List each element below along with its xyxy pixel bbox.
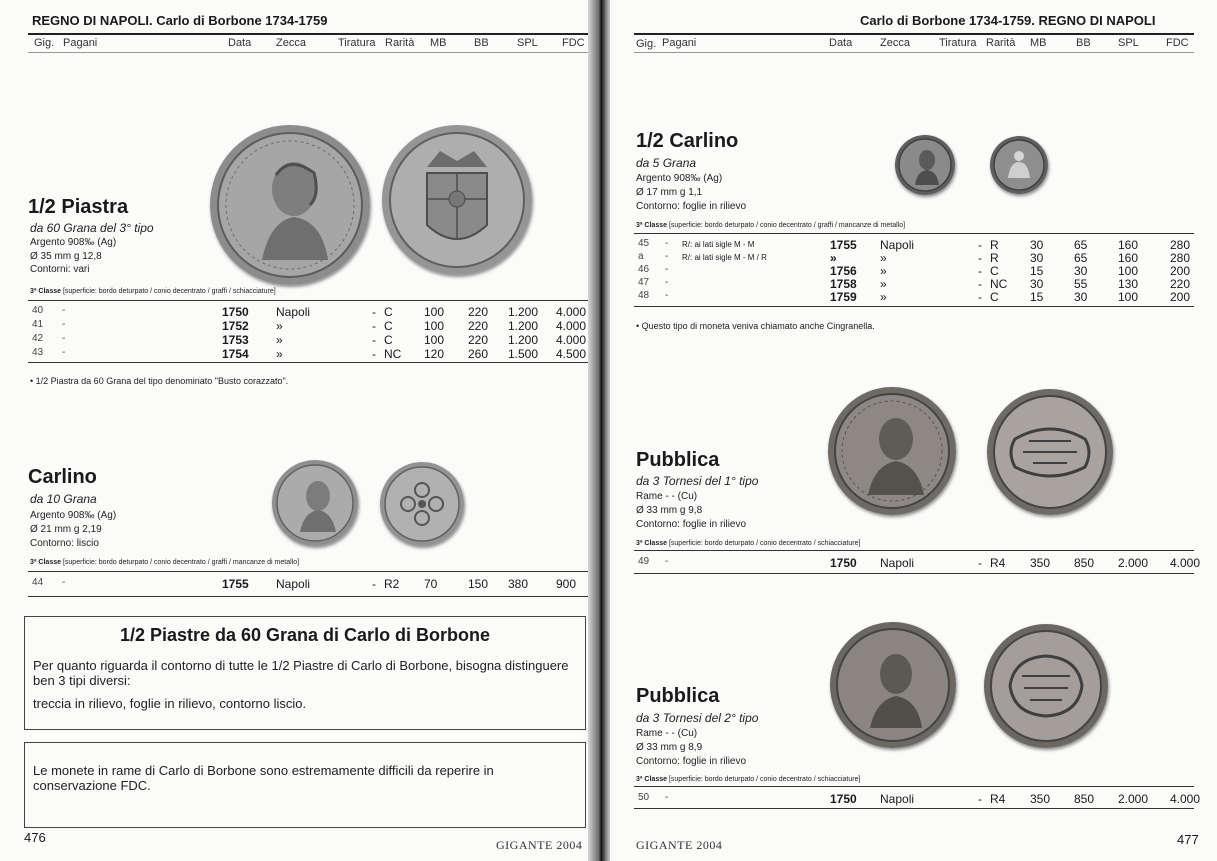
- table-row: [0, 577, 592, 590]
- cell-spl: 1.200: [508, 333, 539, 347]
- cell-fdc: 4.000: [556, 305, 587, 319]
- cell-tir: -: [978, 264, 982, 278]
- cell-year: 1756: [830, 264, 857, 278]
- col-fdc: FDC: [1166, 37, 1189, 49]
- edge-pubblica-1: Contorno: foglie in rilievo: [636, 519, 747, 530]
- note-half-carlino: • Questo tipo di moneta veniva chiamato anche Cingranella.: [636, 321, 875, 331]
- cell-bb: 150: [468, 577, 489, 591]
- col-rarita: Rarità: [385, 37, 415, 49]
- bust-icon: [828, 387, 956, 515]
- coin-obverse-half-carlino: [895, 135, 955, 195]
- wreath-inscription-icon: [987, 389, 1113, 515]
- cell-gig: 49: [638, 556, 650, 567]
- col-fdc: FDC: [562, 37, 585, 49]
- cell-pagani: -: [665, 251, 669, 262]
- table-row: [0, 333, 592, 346]
- cell-mb: 100: [424, 333, 445, 347]
- cell-bb: 55: [1074, 277, 1088, 291]
- cell-year: 1758: [830, 277, 857, 291]
- cell-gig: 44: [32, 577, 44, 588]
- cell-mb: 15: [1030, 290, 1044, 304]
- info-box-text: Per quanto riguarda il contorno di tutte le 1/2 Piastre di Carlo di Borbone, bisogna distinguere ben 3 tipi diversi:: [33, 658, 569, 688]
- cell-spl: 380: [508, 577, 529, 591]
- header-rule-bottom: [28, 52, 592, 53]
- cell-bb: 850: [1074, 792, 1095, 806]
- cell-rarity: C: [990, 290, 999, 304]
- edge-half-piastra: Contorni: vari: [30, 264, 90, 275]
- cell-tir: -: [978, 251, 982, 265]
- cell-mint: »: [880, 277, 887, 291]
- cell-mint: Napoli: [880, 556, 915, 570]
- cell-mb: 350: [1030, 556, 1051, 570]
- note-half-piastra: • 1/2 Piastra da 60 Grana del tipo denominato "Busto corazzato".: [30, 376, 289, 386]
- subtitle-pubblica-1: da 3 Tornesi del 1° tipo: [636, 474, 759, 488]
- metal-half-carlino: Argento 908‰ (Ag): [636, 173, 723, 184]
- cell-year: 1750: [830, 556, 857, 570]
- cell-year: 1750: [830, 792, 857, 806]
- cell-tir: -: [978, 792, 982, 806]
- class-note: [superficie: bordo deturpato / conio decentrato / graffi / mancanze di metallo]: [62, 559, 300, 566]
- col-mb: MB: [1030, 37, 1047, 49]
- class-line-half-piastra: [30, 288, 276, 295]
- table-row: [610, 792, 1217, 805]
- info-box-half-piastre: [24, 616, 586, 730]
- cell-var: R/: ai lati sigle M - M / R: [682, 253, 767, 262]
- cell-rarity: NC: [990, 277, 1008, 291]
- cell-mb: 30: [1030, 251, 1044, 265]
- metal-pubblica-1: Rame - - (Cu): [636, 491, 698, 502]
- cell-spl: 1.500: [508, 347, 539, 361]
- size-pubblica-1: Ø 33 mm g 9,8: [636, 505, 703, 516]
- cell-mint: Napoli: [276, 305, 311, 319]
- cell-fdc: 200: [1170, 290, 1191, 304]
- table-row: [0, 347, 592, 360]
- cell-rarity: R: [990, 251, 999, 265]
- cell-rarity: R2: [384, 577, 400, 591]
- footer-title: GIGANTE 2004: [636, 838, 723, 852]
- cell-pagani: -: [62, 333, 66, 344]
- cell-mint: »: [880, 290, 887, 304]
- col-bb: BB: [474, 37, 489, 49]
- cell-gig: 41: [32, 319, 44, 330]
- cell-fdc: 220: [1170, 277, 1191, 291]
- cell-mint: Napoli: [880, 238, 915, 252]
- cell-spl: 160: [1118, 251, 1139, 265]
- cell-spl: 100: [1118, 290, 1139, 304]
- col-data: Data: [228, 37, 252, 49]
- title-half-piastra: 1/2 Piastra: [28, 196, 129, 218]
- cell-tir: -: [978, 556, 982, 570]
- cell-fdc: 4.000: [1170, 792, 1201, 806]
- cell-spl: 1.200: [508, 305, 539, 319]
- cell-tir: -: [372, 333, 376, 347]
- cell-tir: -: [372, 305, 376, 319]
- size-half-carlino: Ø 17 mm g 1,1: [636, 187, 703, 198]
- coin-reverse-pubblica-1: [987, 389, 1113, 515]
- table-row: [610, 264, 1217, 277]
- cell-spl: 100: [1118, 264, 1139, 278]
- cell-gig: 43: [32, 347, 44, 358]
- table-top-rule: [28, 300, 592, 301]
- cross-flower-icon: [380, 462, 464, 546]
- cell-rarity: R: [990, 238, 999, 252]
- table-bottom-rule: [634, 808, 1194, 809]
- cell-tir: -: [372, 347, 376, 361]
- running-head: Carlo di Borbone 1734-1759. REGNO DI NAPOLI: [860, 13, 1156, 28]
- metal-carlino: Argento 908‰ (Ag): [30, 510, 117, 521]
- col-tiratura: Tiratura: [939, 37, 977, 49]
- table-row: [0, 319, 592, 332]
- title-half-carlino: 1/2 Carlino: [636, 130, 739, 152]
- cell-year: 1750: [222, 305, 249, 319]
- table-bottom-rule: [634, 573, 1194, 574]
- cell-spl: 2.000: [1118, 792, 1149, 806]
- cell-pagani: -: [665, 556, 669, 567]
- col-spl: SPL: [1118, 37, 1139, 49]
- cell-mint: »: [276, 347, 283, 361]
- cell-year: 1752: [222, 319, 249, 333]
- right-page: [610, 0, 1217, 861]
- cell-pagani: -: [62, 347, 66, 358]
- cell-spl: 130: [1118, 277, 1139, 291]
- cell-mb: 350: [1030, 792, 1051, 806]
- bust-icon: [830, 622, 956, 748]
- cell-fdc: 280: [1170, 251, 1191, 265]
- cell-mb: 30: [1030, 277, 1044, 291]
- table-top-rule: [28, 571, 592, 572]
- coin-reverse-half-carlino: [990, 136, 1048, 194]
- coin-reverse-carlino: [380, 462, 464, 546]
- table-top-rule: [634, 550, 1194, 551]
- page-number: 477: [1177, 832, 1199, 847]
- cell-tir: -: [978, 290, 982, 304]
- cell-var: R/: ai lati sigle M - M: [682, 240, 755, 249]
- cell-pagani: -: [665, 290, 669, 301]
- cell-fdc: 4.000: [1170, 556, 1201, 570]
- cell-mb: 100: [424, 305, 445, 319]
- bust-icon: [272, 460, 358, 546]
- table-row: [0, 305, 592, 318]
- col-gig: Gig.: [636, 38, 657, 50]
- class-label: 3ª Classe: [30, 288, 62, 295]
- class-note: [superficie: bordo deturpato / conio decentrato / graffi / mancanze di metallo]: [668, 222, 906, 229]
- cell-gig: 45: [638, 238, 650, 249]
- cell-gig: 48: [638, 290, 650, 301]
- cell-mb: 30: [1030, 238, 1044, 252]
- subtitle-pubblica-2: da 3 Tornesi del 2° tipo: [636, 711, 759, 725]
- bust-icon: [895, 135, 955, 195]
- cell-fdc: 4.000: [556, 333, 587, 347]
- cell-spl: 1.200: [508, 319, 539, 333]
- table-row: [610, 290, 1217, 303]
- wreath-inscription-icon: [984, 624, 1108, 748]
- table-bottom-rule: [28, 362, 592, 363]
- cell-bb: 30: [1074, 290, 1088, 304]
- class-label: 3ª Classe: [636, 540, 668, 547]
- subtitle-carlino: da 10 Grana: [30, 492, 97, 506]
- class-note: [superficie: bordo deturpato / conio decentrato / schiacciature]: [668, 540, 861, 547]
- table-row: [610, 238, 1217, 251]
- edge-half-carlino: Contorno: foglie in rilievo: [636, 201, 747, 212]
- cell-tir: -: [978, 238, 982, 252]
- info-box-title: 1/2 Piastre da 60 Grana di Carlo di Borbone: [119, 625, 491, 645]
- info-box-copper: [24, 742, 586, 828]
- cell-year: 1753: [222, 333, 249, 347]
- cell-rarity: C: [384, 305, 393, 319]
- cell-gig: a: [638, 251, 644, 262]
- cell-pagani: -: [62, 319, 66, 330]
- cell-mint: Napoli: [276, 577, 311, 591]
- table-row: [610, 277, 1217, 290]
- cell-gig: 42: [32, 333, 44, 344]
- cell-bb: 260: [468, 347, 489, 361]
- class-note: [superficie: bordo deturpato / conio decentrato / graffi / schiacciature]: [62, 288, 276, 295]
- col-zecca: Zecca: [276, 37, 306, 49]
- subtitle-half-carlino: da 5 Grana: [636, 156, 697, 170]
- cell-fdc: 280: [1170, 238, 1191, 252]
- cell-year: 1759: [830, 290, 857, 304]
- class-note: [superficie: bordo deturpato / conio decentrato / schiacciature]: [668, 776, 861, 783]
- subtitle-half-piastra: da 60 Grana del 3° tipo: [30, 221, 154, 235]
- table-row: [610, 251, 1217, 264]
- table-bottom-rule: [634, 306, 1194, 307]
- header-rule-bottom: [634, 52, 1194, 53]
- title-carlino: Carlino: [28, 466, 97, 488]
- col-mb: MB: [430, 37, 447, 49]
- table-bottom-rule: [28, 596, 592, 597]
- cell-tir: -: [372, 577, 376, 591]
- edge-carlino: Contorno: liscio: [30, 538, 99, 549]
- cell-spl: 2.000: [1118, 556, 1149, 570]
- running-head: REGNO DI NAPOLI. Carlo di Borbone 1734-1759: [32, 13, 328, 28]
- edge-pubblica-2: Contorno: foglie in rilievo: [636, 756, 747, 767]
- cell-year: »: [830, 251, 837, 265]
- cell-mint: »: [276, 333, 283, 347]
- crowned-shield-icon: [382, 125, 532, 275]
- cell-mint: »: [276, 319, 283, 333]
- cell-tir: -: [372, 319, 376, 333]
- col-pagani: Pagani: [662, 37, 697, 49]
- col-tiratura: Tiratura: [338, 37, 376, 49]
- class-label: 3ª Classe: [30, 559, 62, 566]
- cell-mint: »: [880, 264, 887, 278]
- col-gig: Gig.: [34, 37, 55, 49]
- cell-rarity: R4: [990, 792, 1006, 806]
- table-top-rule: [634, 786, 1194, 787]
- header-rule: [634, 33, 1194, 35]
- cell-fdc: 4.000: [556, 319, 587, 333]
- size-half-piastra: Ø 35 mm g 12,8: [30, 251, 102, 262]
- size-carlino: Ø 21 mm g 2,19: [30, 524, 102, 535]
- table-top-rule: [634, 233, 1194, 234]
- class-line-half-carlino: [636, 222, 905, 229]
- cell-rarity: NC: [384, 347, 402, 361]
- col-rarita: Rarità: [986, 37, 1016, 49]
- cell-pagani: -: [665, 792, 669, 803]
- cell-rarity: C: [990, 264, 999, 278]
- table-row: [610, 556, 1217, 569]
- seated-figure-icon: [990, 136, 1048, 194]
- cell-mb: 15: [1030, 264, 1044, 278]
- page-number: 476: [24, 830, 46, 845]
- cell-year: 1754: [222, 347, 249, 361]
- cell-pagani: -: [665, 264, 669, 275]
- class-line-pubblica-1: [636, 540, 860, 547]
- cell-fdc: 900: [556, 577, 577, 591]
- size-pubblica-2: Ø 33 mm g 8,9: [636, 742, 703, 753]
- cell-bb: 30: [1074, 264, 1088, 278]
- cell-year: 1755: [222, 577, 249, 591]
- book-gutter: [588, 0, 612, 861]
- coin-reverse-half-piastra: [382, 125, 532, 275]
- cell-tir: -: [978, 277, 982, 291]
- cell-pagani: -: [62, 577, 66, 588]
- col-spl: SPL: [517, 37, 538, 49]
- class-line-pubblica-2: [636, 776, 860, 783]
- coin-obverse-half-piastra: [210, 125, 370, 285]
- cell-rarity: R4: [990, 556, 1006, 570]
- title-pubblica-2: Pubblica: [636, 685, 720, 707]
- cell-mb: 100: [424, 319, 445, 333]
- cell-bb: 220: [468, 333, 489, 347]
- col-zecca: Zecca: [880, 37, 910, 49]
- col-pagani: Pagani: [63, 37, 98, 49]
- metal-half-piastra: Argento 908‰ (Ag): [30, 237, 117, 248]
- class-label: 3ª Classe: [636, 222, 668, 229]
- cell-bb: 65: [1074, 251, 1088, 265]
- cell-year: 1755: [830, 238, 857, 252]
- cell-pagani: -: [665, 238, 669, 249]
- cell-pagani: -: [665, 277, 669, 288]
- cell-bb: 220: [468, 319, 489, 333]
- info-box-text-edges: treccia in rilievo, foglie in rilievo, contorno liscio.: [33, 696, 307, 711]
- info-box-text: Le monete in rame di Carlo di Borbone sono estremamente difficili da reperire in conservazione FDC.: [33, 763, 494, 793]
- bust-icon: [210, 125, 370, 285]
- cell-gig: 50: [638, 792, 650, 803]
- coin-obverse-pubblica-1: [828, 387, 956, 515]
- cell-bb: 220: [468, 305, 489, 319]
- cell-mint: »: [880, 251, 887, 265]
- footer-title: GIGANTE 2004: [496, 838, 583, 852]
- cell-spl: 160: [1118, 238, 1139, 252]
- class-label: 3ª Classe: [636, 776, 668, 783]
- cell-pagani: -: [62, 305, 66, 316]
- cell-bb: 850: [1074, 556, 1095, 570]
- left-page: [0, 0, 592, 861]
- cell-gig: 40: [32, 305, 44, 316]
- class-line-carlino: [30, 559, 299, 566]
- cell-gig: 46: [638, 264, 650, 275]
- title-pubblica-1: Pubblica: [636, 449, 720, 471]
- coin-obverse-pubblica-2: [830, 622, 956, 748]
- cell-fdc: 4.500: [556, 347, 587, 361]
- cell-rarity: C: [384, 319, 393, 333]
- coin-reverse-pubblica-2: [984, 624, 1108, 748]
- coin-obverse-carlino: [272, 460, 358, 546]
- col-data: Data: [829, 37, 853, 49]
- col-bb: BB: [1076, 37, 1091, 49]
- cell-mb: 120: [424, 347, 445, 361]
- cell-fdc: 200: [1170, 264, 1191, 278]
- metal-pubblica-2: Rame - - (Cu): [636, 728, 698, 739]
- header-rule: [28, 33, 592, 35]
- cell-bb: 65: [1074, 238, 1088, 252]
- cell-rarity: C: [384, 333, 393, 347]
- cell-mint: Napoli: [880, 792, 915, 806]
- cell-gig: 47: [638, 277, 650, 288]
- cell-mb: 70: [424, 577, 438, 591]
